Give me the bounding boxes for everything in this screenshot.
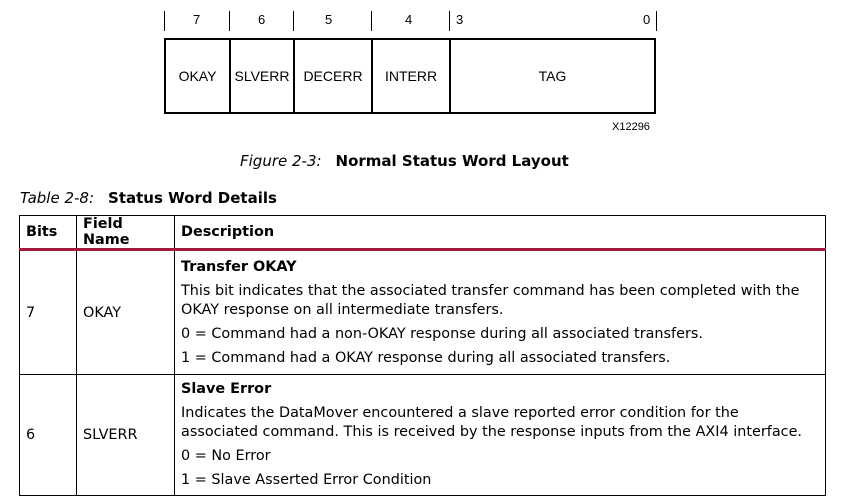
- bit-label-5: 5: [325, 12, 333, 27]
- field-okay: OKAY: [166, 40, 231, 112]
- cell-description: [175, 375, 826, 496]
- cell-bits: 7: [20, 250, 77, 375]
- column-header-description: Description: [175, 216, 826, 250]
- status-word-figure: [0, 0, 859, 150]
- table-header-row: [20, 216, 826, 250]
- bit-label-4: 4: [405, 12, 413, 27]
- bit-tick: [293, 11, 294, 31]
- field-slverr: SLVERR: [231, 40, 295, 112]
- description-heading: Transfer OKAY: [181, 258, 297, 275]
- figure-caption: [240, 152, 569, 170]
- bit-label-6: 6: [258, 12, 266, 27]
- table-row: [20, 375, 826, 496]
- field-decerr: DECERR: [295, 40, 373, 112]
- description-text: This bit indicates that the associated transfer command has been completed with the OKAY response on all intermediate transfers.: [181, 282, 800, 318]
- figure-caption-title: Normal Status Word Layout: [335, 152, 569, 170]
- bit-tick: [164, 11, 165, 31]
- bit-tick: [449, 11, 450, 31]
- bit-tick: [656, 11, 657, 31]
- cell-bits: 6: [20, 375, 77, 496]
- bit-label-0: 0: [643, 12, 651, 27]
- description-heading: Slave Error: [181, 381, 272, 397]
- column-header-bits: Bits: [20, 216, 77, 250]
- figure-id: X12296: [612, 121, 650, 133]
- cell-field-name: OKAY: [77, 250, 175, 375]
- cell-field-name: SLVERR: [77, 375, 175, 496]
- register-box: [164, 38, 656, 114]
- status-word-table: [19, 215, 826, 496]
- description-value: 0 = No Error: [181, 448, 271, 464]
- table-caption-number: Table 2-8:: [20, 189, 95, 207]
- description-value: 1 = Command had a OKAY response during all associated transfers.: [181, 349, 671, 366]
- table-caption-title: Status Word Details: [108, 189, 277, 207]
- table-caption: [20, 189, 277, 207]
- description-text: Indicates the DataMover encountered a slave reported error condition for the associated command. This is received by the response inputs from the AXI4 interface.: [181, 405, 803, 440]
- column-header-field-name: Field Name: [77, 216, 175, 250]
- description-value: 0 = Command had a non-OKAY response during all associated transfers.: [181, 325, 703, 342]
- bit-tick: [229, 11, 230, 31]
- figure-caption-number: Figure 2-3:: [240, 152, 322, 170]
- bit-label-7: 7: [193, 12, 201, 27]
- table-row: [20, 250, 826, 375]
- cell-description: [175, 250, 826, 375]
- field-interr: INTERR: [373, 40, 451, 112]
- description-value: 1 = Slave Asserted Error Condition: [181, 472, 432, 488]
- field-tag: TAG: [538, 68, 567, 84]
- bit-label-3: 3: [456, 12, 464, 27]
- bit-tick: [371, 11, 372, 31]
